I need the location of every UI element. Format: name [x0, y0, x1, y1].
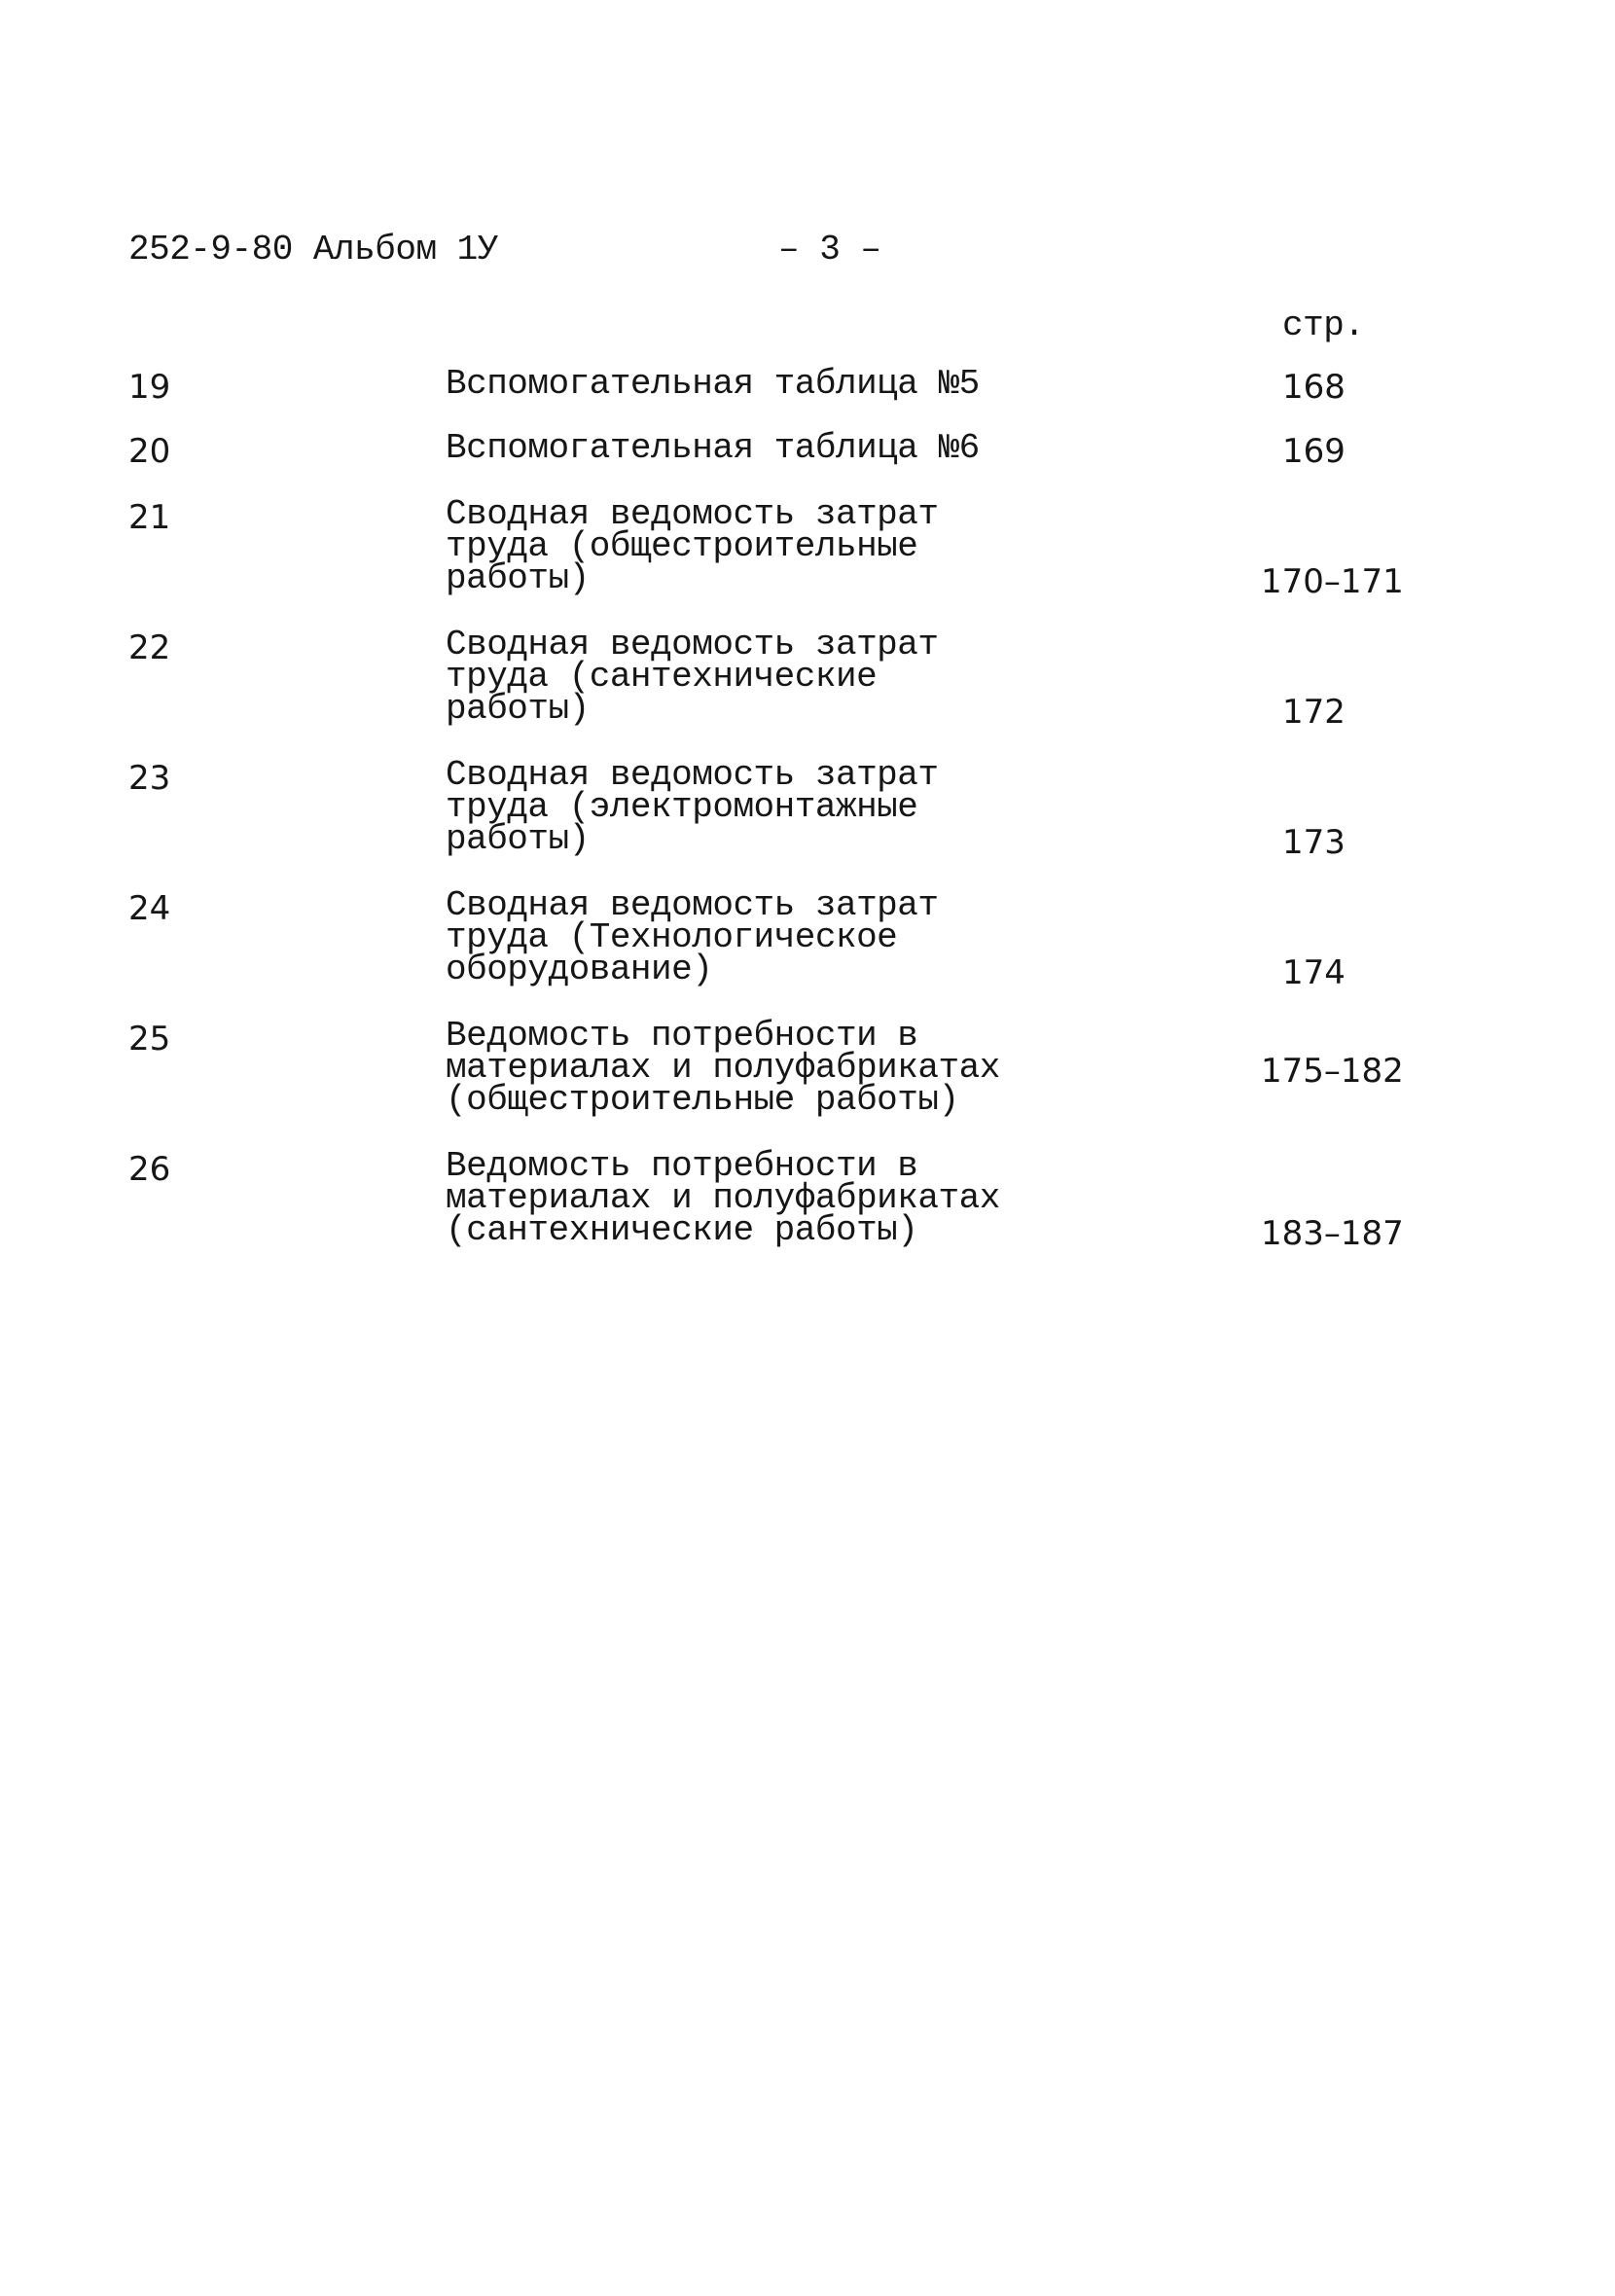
entry-title	[446, 364, 980, 404]
entry-title-line: (общестроительные работы)	[446, 1080, 959, 1120]
entry-pages: 170–171	[1261, 562, 1404, 601]
entry-pages: 168	[1282, 368, 1346, 407]
entry-pages: 175–182	[1261, 1052, 1404, 1091]
entry-number: 20	[128, 432, 171, 471]
entry-pages: 174	[1282, 953, 1346, 992]
entry-title-line: материалах и полуфабрикатах	[446, 1178, 1000, 1218]
entry-title-line: материалах и полуфабрикатах	[446, 1048, 1000, 1088]
entry-pages: 169	[1282, 432, 1346, 471]
entry-title-line: Ведомость потребности в	[446, 1146, 918, 1186]
entry-title	[446, 755, 939, 859]
entry-title-line: Сводная ведомость затрат	[446, 494, 939, 534]
pages-column-label: стр.	[1282, 305, 1365, 345]
entry-number: 22	[128, 628, 171, 667]
entry-number: 21	[128, 498, 171, 537]
entry-title-line: Вспомогательная таблица №6	[446, 428, 980, 468]
entry-title	[446, 1146, 1000, 1250]
entry-title	[446, 494, 939, 598]
entry-title-line: работы)	[446, 689, 590, 729]
entry-title-line: труда (общестроительные	[446, 526, 918, 566]
entry-title-line: оборудование)	[446, 950, 713, 989]
entry-pages: 183–187	[1261, 1214, 1404, 1253]
entry-title	[446, 428, 980, 468]
entry-pages: 172	[1282, 693, 1346, 732]
entry-title-line: Сводная ведомость затрат	[446, 625, 939, 664]
entry-title-line: (сантехнические работы)	[446, 1210, 918, 1250]
entry-number: 26	[128, 1150, 171, 1189]
entry-title-line: работы)	[446, 819, 590, 859]
entry-number: 19	[128, 368, 171, 407]
entry-number: 23	[128, 759, 171, 798]
entry-number: 25	[128, 1020, 171, 1058]
page-number: – 3 –	[778, 230, 881, 269]
entry-number: 24	[128, 889, 171, 928]
entry-title-line: Сводная ведомость затрат	[446, 755, 939, 795]
entry-title-line: Ведомость потребности в	[446, 1016, 918, 1056]
entry-title-line: труда (сантехнические	[446, 657, 878, 697]
entry-title-line: труда (Технологическое	[446, 917, 898, 957]
entry-title	[446, 1016, 1000, 1120]
entry-title-line: Вспомогательная таблица №5	[446, 364, 980, 404]
entry-title-line: работы)	[446, 558, 590, 598]
document-code: 252-9-80 Альбом 1У	[128, 230, 498, 269]
entry-pages: 173	[1282, 823, 1346, 862]
entry-title	[446, 625, 939, 729]
entry-title-line: труда (электромонтажные	[446, 787, 918, 827]
entry-title-line: Сводная ведомость затрат	[446, 885, 939, 925]
entry-title	[446, 885, 939, 989]
